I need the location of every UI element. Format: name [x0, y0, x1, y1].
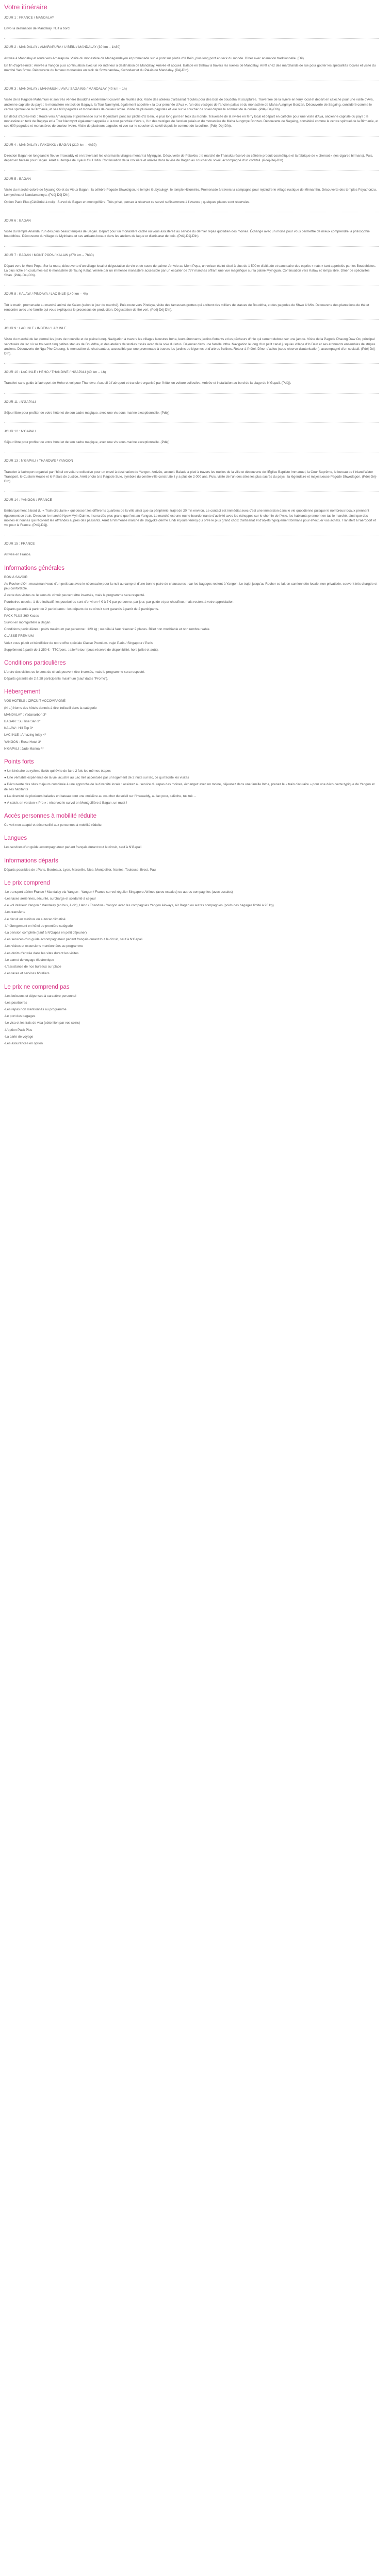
itinerary-day — [4, 429, 379, 452]
info-line: Départs garantis à partir de 2 participants : les départs de ce circuit sont garantis à partir de 2 participants. — [4, 607, 159, 611]
included-line: -Le vol intérieur Yangon / Mandalay (en bus, à cic), Heho / Thandwe / Yangon avec les compagnies Yangon Airways, Air Bagan ou autres compagnies (poids des bagages limité à 20 kg) — [4, 904, 274, 908]
day-divider — [4, 38, 379, 39]
day-paragraph: Transfert à l'aéroport organisé par l'hôtel en voiture collective pour un envol à destination de Yangon. Arrivée, accueil. Balade à pied à travers les ruelles de la ville et découverte de l'Église Baptiste Immanuel, la Cour Suprême, le bureau de l'Inland Water Transport, le Custom House et le Palais de Justice. Arrêt photo à la Pagode Sule, symbole du centre-ville construite il y a plus de 2 000 ans. Puis, visite de l'un des sites les plus sacrés du pays : la légendaire et majestueuse Pagode Shwedagon. (Pdéj-Déj-Dîn). — [4, 470, 377, 483]
excluded-lines — [4, 994, 379, 1046]
access-title: Accès personnes à mobilité réduite — [4, 813, 96, 820]
day-divider — [4, 246, 379, 247]
included-lines — [4, 890, 379, 976]
highlights-lines — [4, 769, 379, 805]
day-title: JOUR 11 : N'GAPALI — [4, 400, 36, 404]
day-title: JOUR 12 : N'GAPALI — [4, 429, 36, 433]
conditions-line: Départs garantis de 2 à 28 participants maximum (sauf dates "Promo"). — [4, 677, 108, 681]
day-description — [4, 509, 379, 528]
itinerary-day — [4, 498, 379, 535]
included-line: -Le circuit en minibus ou autocar climatisé — [4, 917, 66, 921]
itinerary-day — [4, 326, 379, 364]
languages-section — [4, 835, 379, 850]
info-line: Pourboires usuels : à titre indicatif, les pourboires sont d'environ 4 € à 7 € par personne, par jour, par guide et par chauffeur, mais restent à votre appréciation. — [4, 600, 235, 604]
excluded-line: -Les boissons et dépenses à caractère personnel — [4, 994, 76, 998]
day-description — [4, 56, 379, 73]
day-title: JOUR 7 : BAGAN / MONT POPA / KALAW (270 km – 7h30) — [4, 253, 94, 257]
day-title: JOUR 10 : LAC INLE / HEHO / THANDWE / NGAPALI (40 km – 1h) — [4, 370, 106, 375]
pack-lines — [4, 620, 379, 632]
day-paragraph: Visite de la Pagode Mahamuni et son très vénéré Bouddha entièrement couvert de feuilles d'or. Visite des ateliers d'artisanat réputés pour des bois de bouddha et sculptures. Traversée de la rivière en ferry local et départ en calèche pour une visite d'Ava, ancienne capitale du pays : le monastère en teck de Bagaya, la Tour Nanmyint, également appelée « la tour penchée d'Ava », l'un des vestiges de l'ancien palais et du monastère de Maha Aungmye Bonzan. Découverte de Sagaing, considéré comme le centre spirituel de la Birmanie, et ses 600 pagodes et monastères de couleur ivoire. Visite de plusieurs pagodes et vue sur le coucher de soleil depuis le sommet de la colline. (Pdéj-Déj-Dîn). — [4, 98, 374, 111]
day-paragraph: En début d'après-midi : Route vers Amarapura et promenade sur le légendaire pont sur pilotis d'U Bein, le plus long pont en teck du monde. Traversée de la rivière en ferry local et départ en calèche pour une visite d'Ava, ancienne capitale du pays : le monastère en teck de Bagaya et la Tour Nanmyint également appelée « la tour penchée d'Ava », l'un des vestiges de l'ancien palais et du monastère de Maha Aungmye Bonzan. Découverte de Sagaing, considéré comme le centre spirituel de la Birmanie, et ses 600 pagodes et monastères de couleur ivoire. Visite de plusieurs pagodes et vue sur le coucher de soleil depuis le sommet de la colline. (Pdéj-Déj-Dîn). — [4, 115, 379, 128]
premium-line: Supplément à partir de 1 250 € - TTC/pers. ; aller/retour (sous réserve de disponibilité, hors juillet et août). — [4, 648, 159, 652]
highlights-section — [4, 758, 379, 805]
excluded-line: -Le port des bagages — [4, 1014, 36, 1019]
highlight-line: ● La diversité de plusieurs balades en bateau dont une croisière au coucher du soleil sur l'Irrawaddy, au lac pour, calèche, tuk tuk ... — [4, 794, 197, 798]
day-paragraph: Tôt le matin, promenade au marché animé de Kalaw (selon le jour du marché). Puis route vers Pindaya, visite des fameuses grottes qui abritent des milliers de statues de Bouddha, et des pagodes de Shwe U Min. Découverte des plantations de thé et rencontre avec une famille qui vous expliquera le processus de production. Dégustation de thé vert. (Pdéj-Déj-Dîn). — [4, 303, 369, 312]
hotel-line: N'GAPALI : Jade Marina 4* — [4, 747, 44, 751]
day-paragraph: Visite du temple Ananda, l'un des plus beaux temples de Bagan. Départ pour un monastère caché où vous assisterez au service du dernier repas quotidien des moines. Échange avec un moine pour vous permettre de mieux comprendre la philosophie bouddhiste. Découverte du village de Myinkaba et ses artisans locaux dans les ateliers de laque et d'artisanat de bois. (Pdéj-Déj-Dîn). — [4, 230, 370, 239]
hotel-line: LAC INLE : Amazing Inlay 4* — [4, 733, 46, 737]
day-divider — [4, 393, 379, 394]
included-line: -L'assistance de nos bureaux sur place — [4, 965, 61, 969]
included-line: -L'hébergement en hôtel de première catégorie — [4, 924, 73, 928]
highlight-line: ● Découverte des sites majeurs combinée à une approche de la diversité locale : assistez au service du repas des moines, échangez avec un moine, déjeunez dans une famille Intha, prenez le « train circulaire » pour une découverte typique de Yangon et de ses habitants — [4, 783, 375, 791]
excluded-line: -Les repas non mentionnés au programme — [4, 1007, 67, 1011]
day-divider — [4, 136, 379, 137]
hotel-line: YANGON : Rose Hotel 3* — [4, 740, 41, 744]
included-line: -Les droits d'entrée dans les sites durant les visites — [4, 951, 79, 955]
hotel-line: BAGAN : Su Tine San 3* — [4, 720, 41, 724]
day-paragraph: Option Pack Plus (Célébrité à nuit) : Survol de Bagan en montgolfière. Très prisé, pensez à réserver ce survol suffisamment à l'avance ; quelques places sont réservées. — [4, 200, 251, 204]
excluded-line: -Les pourboires — [4, 1001, 27, 1005]
day-title: JOUR 6 : BAGAN — [4, 219, 31, 223]
day-title: JOUR 4 : MANDALAY / PAKOKKU / BAGAN (210 km – 4h30) — [4, 143, 97, 147]
day-divider — [4, 422, 379, 423]
day-description — [4, 470, 379, 484]
departures-title: Informations départs — [4, 857, 58, 864]
day-paragraph: Embarquement à bord du « Train circulaire » qui dessert les différents quartiers de la ville ainsi que sa périphérie, trajet de 20 mn environ. Le contact est immédiat avec c'est une immersion dans le vie quotidienne puisque le nombreux locaux prennent également ce train. Direction le marché Nyaw Myin Daime. Il sera dès plus grand que l'est au Yangon. Le marché est une ruche bourdonnante d'activité avec les échoppes sur le chemin de l'Asie, les habitants prennent en tas le marché, ainsi que des moines et nonnes qui récoltent les offrandes auprès des passants. Arrêt à l'immense marché de Bogyoke (fermé lundi et jours fériés) qui offre le plus grand choix d'artisanat et d'objets typiquement birmans pour effectuer vos achats. Transfert à l'aéroport et vol pour la France. (Pdéj-Déj). — [4, 509, 376, 527]
highlight-line: ● Un itinéraire au rythme fluide qui évite de faire 2 fois les mêmes étapes — [4, 769, 111, 773]
premium-lines — [4, 641, 379, 652]
day-description — [4, 552, 379, 557]
day-paragraph: Visite du marché du lac (fermé les jours de nouvelle et de pleine lune). Navigation à travers les villages lacustres Intha, leurs étonnants jardins flottants et les pêcheurs d'Inle qui rament debout sur une jambe. Visite de la Pagode Phaung Daw Oo, principal sanctuaire du lac où se trouvent cinq petites statues de Bouddha, et des ateliers de textiles tissés avec de la soie du lotus. Déjeuner dans une famille Intha. Navigation le long d'un petit canal jusqu'au village d'In Dein et ses étonnants ensembles de stûpas anciens. Découverte de Nga Phe Chaung, le monastère du chat sauteur, accessible par une promenade à travers les jardins de légumes et d'arbres fruitiers. Retour à l'hôtel. Dîner d'adieu (sous réserve d'autorisation), accompagné d'un cocktail. (Pdéj-Déj-Dîn). — [4, 337, 376, 355]
day-description — [4, 264, 379, 278]
day-description — [4, 188, 379, 205]
day-title: JOUR 2 : MANDALAY / AMARAPURA / U BEIN / MANDALAY (30 km – 1h30) — [4, 45, 121, 49]
highlight-line: ● Une véritable expérience de la vie lacustre au Lac Inlé accentuée par un logement de 2 nuits sur lac, ce qui facilite les visites — [4, 776, 189, 780]
day-description — [4, 440, 379, 445]
hotel-line: MANDALAY : Yadanarbon 3* — [4, 713, 46, 717]
day-title: JOUR 3 : MANDALAY / MAHAMUNI / AVA / SAGAING / MANDALAY (40 km – 1h) — [4, 87, 127, 91]
day-title: JOUR 9 : LAC INLE / INDEIN / LAC INLE — [4, 327, 67, 331]
day-title: JOUR 5 : BAGAN — [4, 177, 31, 181]
day-paragraph: Envol à destination de Mandalay. Nuit à bord. — [4, 27, 71, 31]
pack-line: Survol en montgolfière à Bagan — [4, 620, 51, 624]
highlight-line: ● À saisir, en version « Pro » : réservez le survol en Montgolfière à Bagan, un must ! — [4, 801, 127, 805]
hotels-lines — [4, 713, 379, 751]
itinerary-day — [4, 143, 379, 171]
day-title: JOUR 8 : KALAW / PINDAYA / LAC INLE (140 km – 4h) — [4, 292, 88, 296]
conditions-title: Conditions particulières — [4, 660, 66, 666]
day-divider — [4, 363, 379, 364]
day-paragraph: Arrivée à Mandalay et route vers Amarapura. Visite du monastère de Mahagandayon et promenade sur le pont sur pilotis d'U Bein, plus long pont en teck du monde. Dîner avec animation traditionnelle. (Dîl). — [4, 56, 305, 60]
included-line: -Le transport aérien France / Mandalay via Yangon - Yangon / France sur vol régulier Singapore Airlines (avec escales) ou autres compagnies (avec escales) — [4, 890, 233, 894]
day-paragraph: Visite du marché coloré de Nyaung Oo et du Vieux Bagan : la célèbre Pagode Shwezigon, le temple Gubyaukgyi, le temple Htilominlo. Promenade à travers la campagne pour rejoindre le village rustique de Minnanthu. Découverte des temples Payathonzu, Lemyethna et Nandamannya. (Pdéj-Déj-Dîn). — [4, 188, 377, 197]
day-description — [4, 381, 379, 385]
hotels-sub: (N.L.) Noms des hôtels donnés à titre indicatif dans la catégorie — [4, 706, 97, 710]
day-paragraph: Transfert sans guide à l'aéroport de Heho et vol pour Thandwe. Accueil à l'aéroport et transfert organisé par l'hôtel en voiture collective. Arrivée et installation au bord de la plage de N'Gapali. (Pdéj). — [4, 381, 291, 385]
day-divider — [4, 319, 379, 320]
itinerary-day — [4, 459, 379, 492]
itinerary-day — [4, 177, 379, 212]
access-line: Ce voit non adapté et déconseillé aux personnes à mobilité réduite. — [4, 823, 103, 827]
included-line: -Les taxes et services hôteliers — [4, 972, 50, 976]
itinerary-day — [4, 87, 379, 136]
day-title: JOUR 1 : FRANCE / MANDALAY — [4, 16, 54, 20]
itinerary-day — [4, 218, 379, 247]
language-line: Les services d'un guide accompagnateur parlant français durant tout le circuit, sauf à N'Gapali — [4, 845, 142, 850]
excluded-line: -Le visa et les frais de visa (obtention par vos soins) — [4, 1021, 80, 1025]
excluded-title: Le prix ne comprend pas — [4, 984, 70, 990]
info-line: À cette des visites ou le sens du circuit peuvent être inversés, mais le programme sera respecté. — [4, 594, 145, 598]
day-description — [4, 97, 379, 128]
day-description — [4, 337, 379, 356]
day-description — [4, 26, 379, 31]
itinerary-day — [4, 370, 379, 393]
hotels-title: Hébergement — [4, 689, 40, 696]
access-lines — [4, 823, 379, 827]
info-section — [4, 565, 379, 652]
itinerary-day — [4, 541, 379, 557]
included-line: -La pension complète (sauf à N'Gapali en petit déjeuner) — [4, 931, 87, 935]
conditions-line: L'ordre des visites ou le sens du circuit peuvent être inversés, mais le programme sera respecté. — [4, 670, 145, 674]
day-divider — [4, 170, 379, 171]
itinerary-days — [4, 15, 379, 557]
day-description — [4, 154, 379, 163]
day-description — [4, 303, 379, 312]
day-paragraph: Direction Bagan en longeant le fleuve Irrawaddy et en traversant les charmants villages menant à Myingyan. Découverte de Pakokku : le marché de Thanaka réservé au célèbre produit cosmétique et la fabrique de « cheroot » (les cigares birmans). Puis, départ en bateau pour Bagan. Arrêt au temple de Kyauk Gu U Min. Continuation de la croisière et arrivée dans la ville de Bagan au coucher du soleil, accompagné d'un cocktail. (Pdéj-Déj-Dîn). — [4, 154, 373, 163]
included-line: -Les visites et excursions mentionnées au programme — [4, 944, 84, 948]
hotels-intro: VOS HOTELS : CIRCUIT ACCOMPAGNÉ — [4, 699, 66, 703]
included-section — [4, 879, 379, 976]
itinerary-page — [0, 0, 383, 1058]
day-title: JOUR 14 : YANGON / FRANCE — [4, 498, 52, 502]
included-line: -Les services d'un guide accompagnateur parlant français durant tout le circuit, sauf à N'Gapali — [4, 938, 143, 942]
info-line: Au Rocher d'Or : musulmani vous d'un petit sac avec le nécessaire pour la nuit au camp et d'une bonne paire de chaussures ; car les bagages restent à Yangon. Le trajet jusqu'au Rocher se fait en camionnette locale, non privatisée, souvent très chargée et peu confortable. — [4, 582, 378, 590]
day-description — [4, 411, 379, 415]
hotels-section — [4, 688, 379, 751]
excluded-line: -Les assurances en option — [4, 1041, 43, 1045]
day-title: JOUR 13 : N'GAPALI / THANDWE / YANGON — [4, 459, 73, 463]
itinerary-day — [4, 253, 379, 286]
conditions-section — [4, 659, 379, 681]
itinerary-day — [4, 45, 379, 80]
included-title: Le prix comprend — [4, 879, 50, 886]
excluded-line: -L'option Pack Plus — [4, 1028, 32, 1032]
pack-line: Conditions particulières : poids maximum par personne : 120 kg ; ou délai à faut réserver 2 places. Billet non modifiable et non remboursable. — [4, 628, 210, 632]
info-intro: BON À SAVOIR — [4, 575, 28, 579]
day-paragraph: Séjour libre pour profiter de votre hôtel et de son cadre magique, avec une vis sous-marine exceptionnelle. (Pdéj). — [4, 440, 171, 445]
day-divider — [4, 491, 379, 492]
hotel-line: KALAW : Hill Top 3* — [4, 726, 34, 731]
day-paragraph: En fin d'après-midi : Arrivée à Yangon puis continuation avec un vol intérieur à destination de Mandalay. Arrivée et accueil. Balade en trishaw à travers les ruelles de Mandalay. Arrêt chez des marchands de rue pour goûter les spécialités locales et visite du marché Yan Shwe. Découverte du fameux monastère en teck de Shwenandaw, Kuthodaw et du Palais de Mandalay. (Déj-Dîn). — [4, 63, 376, 73]
languages-title: Langues — [4, 835, 27, 842]
excluded-section — [4, 984, 379, 1046]
included-line: -Les taxes aériennes, sécurité, surcharge et solidarité à ce jour — [4, 897, 96, 901]
included-line: -Les transferts — [4, 910, 25, 914]
premium-line: Volez vous plutôt et bénéficiez de notre offre spéciale Classe Premium. trajet Paris / Singapour / Paris — [4, 641, 153, 645]
excluded-line: -La carte de voyage — [4, 1035, 34, 1039]
pack-title: PACK PLUS 360 Kozes — [4, 614, 39, 618]
premium-title: CLASSE PREMIUM — [4, 634, 34, 638]
day-paragraph: Départ vers le Mont Popa. Sur la route, découverte d'un village local et dégustation de vin et de sucre de palme. Arrivée au Mont Popa, un volcan éteint situé à plus de 1 500 m d'altitude et sanctuaire des esprits « nats » tant appréciés par les Bouddhistes. La plus riche en coutumes est le monastère de Taung Kalat, vénéré par un immense monastère accessible par un escalier de 777 marches offrant une vue magnifique sur la plaine Myingyan. Continuation vers Kalaw et temps libre. Dîner de spécialités Shan. (Pdéj-Déj-Dîn). — [4, 264, 376, 278]
departures-lines — [4, 868, 379, 872]
itinerary-day — [4, 400, 379, 423]
conditions-lines — [4, 670, 379, 681]
itinerary-day — [4, 15, 379, 39]
access-section — [4, 812, 379, 827]
day-paragraph: Séjour libre pour profiter de votre hôtel et de son cadre magique, avec une vis sous-marine exceptionnelle. (Pdéj). — [4, 411, 171, 415]
day-description — [4, 229, 379, 239]
info-title: Informations générales — [4, 565, 64, 571]
highlights-title: Points forts — [4, 759, 34, 766]
included-line: -Le carnet de voyage électronique — [4, 958, 54, 962]
departures-section — [4, 857, 379, 872]
info-lines — [4, 582, 379, 612]
page-title: Votre itinéraire — [4, 3, 47, 11]
itinerary-day — [4, 292, 379, 320]
day-title: JOUR 15 : FRANCE — [4, 542, 35, 546]
day-paragraph: Arrivée en France. — [4, 553, 31, 557]
departure-line: Départs possibles de : Paris, Bordeaux, Lyon, Marseille, Nice, Montpellier, Nantes, Toulouse, Brest, Pau — [4, 868, 156, 872]
languages-lines — [4, 845, 379, 850]
